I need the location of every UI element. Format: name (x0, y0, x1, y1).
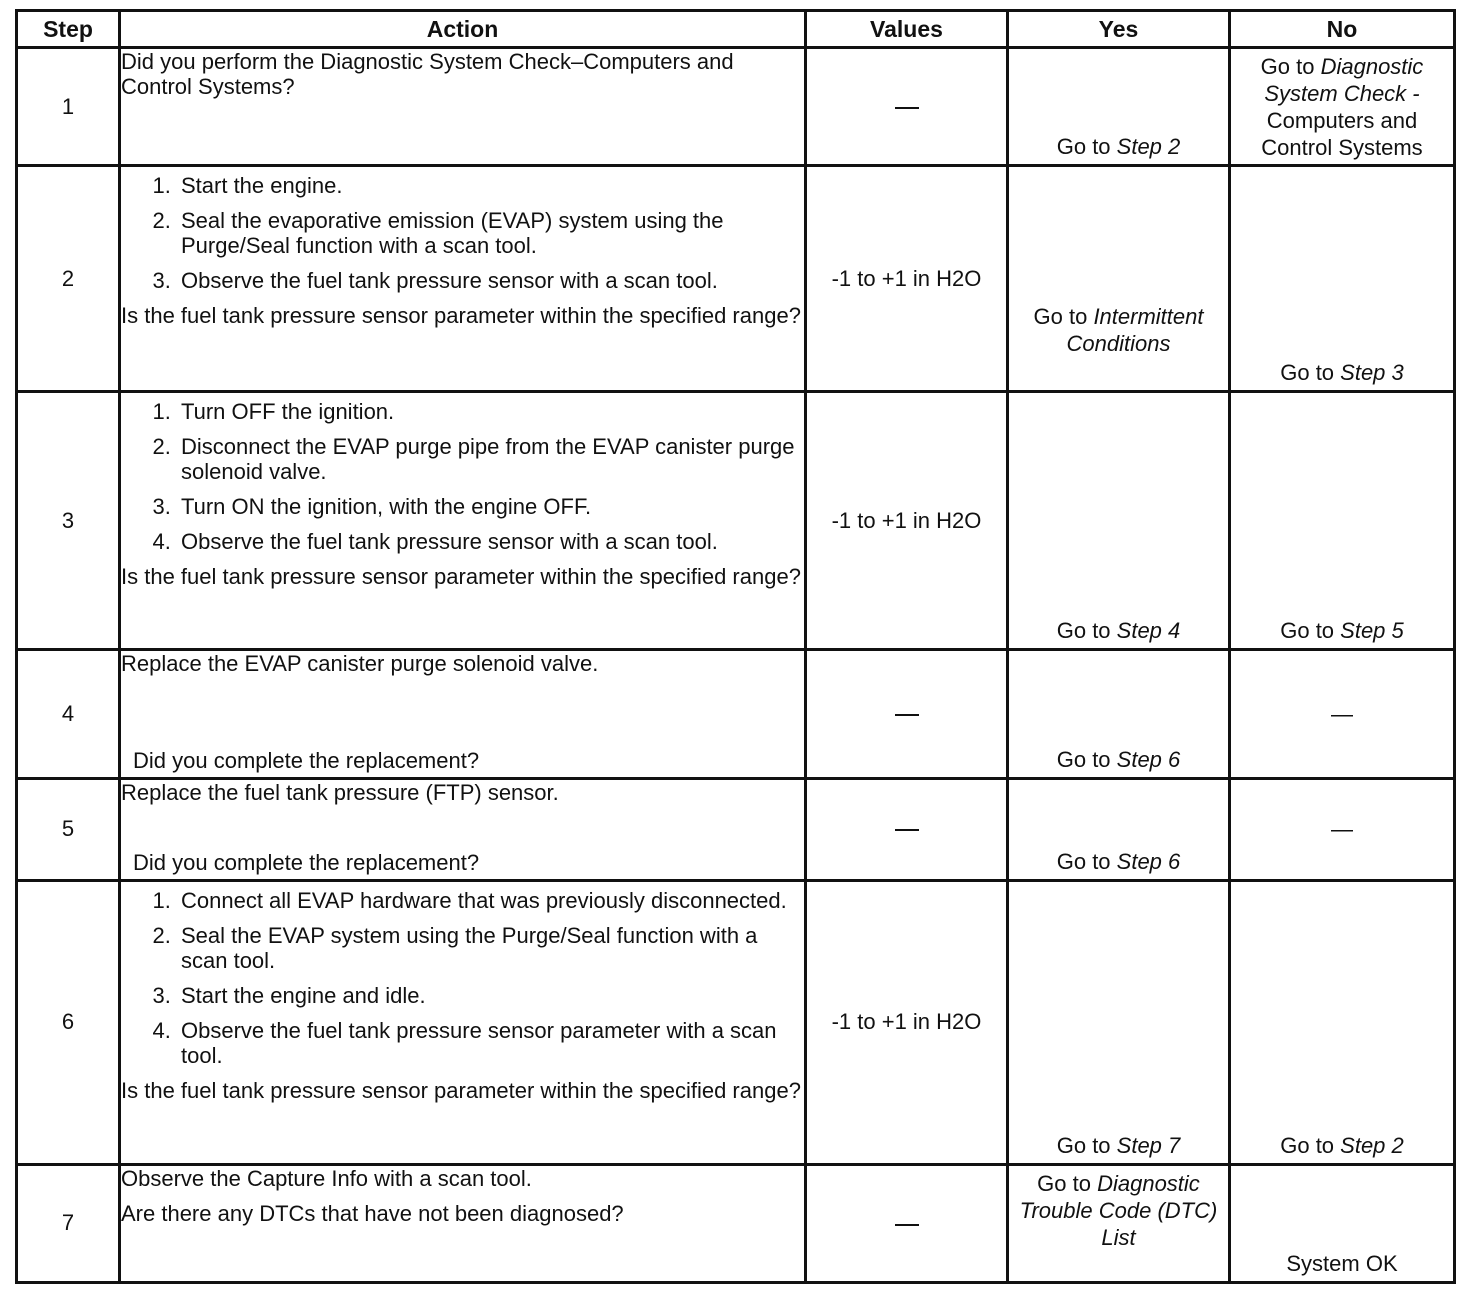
action-step: 4. Observe the fuel tank pressure sensor with a scan tool. (177, 529, 804, 554)
dash-icon (895, 829, 919, 831)
step-number: 2 (17, 166, 120, 392)
yes-cell: Go to Diagnostic Trouble Code (DTC) List (1008, 1164, 1230, 1282)
action-step: 2. Seal the EVAP system using the Purge/Seal function with a scan tool. (177, 923, 804, 973)
action-steps (121, 888, 804, 1068)
yes-link[interactable]: Step 4 (1116, 618, 1181, 644)
yes-cell: Go to Step 6 (1008, 778, 1230, 880)
action-cell (120, 1164, 806, 1282)
table-row (17, 778, 1455, 880)
table-row (17, 48, 1455, 166)
action-cell (120, 880, 806, 1164)
no-cell (1230, 650, 1455, 778)
action-instruction: Replace the EVAP canister purge solenoid valve. (121, 651, 599, 677)
action-steps (121, 399, 804, 554)
yes-link[interactable]: Diagnostic Trouble Code (DTC) List (1019, 1170, 1218, 1250)
header-row (17, 11, 1455, 48)
table-row (17, 392, 1455, 650)
no-cell (1230, 778, 1455, 880)
action-step: 3. Observe the fuel tank pressure sensor with a scan tool. (177, 268, 804, 293)
action-question: Did you complete the replacement? (133, 849, 480, 875)
values-cell: -1 to +1 in H2O (806, 392, 1008, 650)
action-instruction: Observe the Capture Info with a scan tool. (121, 1165, 532, 1191)
action-question: Are there any DTCs that have not been diagnosed? (121, 1200, 624, 1226)
values-cell (806, 650, 1008, 778)
header-yes: Yes (1008, 11, 1230, 48)
no-link[interactable]: Step 2 (1340, 1132, 1404, 1158)
yes-link[interactable]: Intermittent Conditions (1066, 304, 1204, 357)
action-step: 3. Start the engine and idle. (177, 983, 804, 1008)
no-cell: Go to Step 3 (1230, 166, 1455, 392)
values-cell (806, 778, 1008, 880)
action-cell (120, 650, 806, 778)
action-question: Is the fuel tank pressure sensor parameter within the specified range? (121, 1077, 801, 1103)
table-row (17, 880, 1455, 1164)
yes-link[interactable]: Step 6 (1116, 746, 1181, 772)
action-cell (120, 48, 806, 166)
step-number: 3 (17, 392, 120, 650)
step-number: 5 (17, 778, 120, 880)
action-step: 1. Connect all EVAP hardware that was previously disconnected. (177, 888, 804, 913)
dash-icon (895, 1224, 919, 1226)
dash-icon (895, 107, 919, 109)
step-number: 6 (17, 880, 120, 1164)
yes-link[interactable]: Step 6 (1116, 848, 1181, 874)
table-row (17, 1164, 1455, 1282)
action-question: Is the fuel tank pressure sensor parameter within the specified range? (121, 303, 801, 329)
no-value: — (1331, 816, 1353, 842)
no-link[interactable]: Diagnostic System Check - (1264, 54, 1424, 107)
yes-link[interactable]: Step 2 (1116, 134, 1181, 160)
no-value: — (1331, 701, 1353, 727)
values-cell (806, 48, 1008, 166)
action-step: 1. Turn OFF the ignition. (177, 399, 804, 424)
values-cell: -1 to +1 in H2O (806, 166, 1008, 392)
yes-cell: Go to Step 6 (1008, 650, 1230, 778)
table-row (17, 650, 1455, 778)
action-step: 4. Observe the fuel tank pressure sensor parameter with a scan tool. (177, 1018, 804, 1068)
values-cell (806, 1164, 1008, 1282)
header-values: Values (806, 11, 1008, 48)
yes-link[interactable]: Step 7 (1116, 1132, 1181, 1158)
header-no: No (1230, 11, 1455, 48)
action-instruction: Replace the fuel tank pressure (FTP) sensor. (121, 779, 559, 805)
no-cell: Go to Diagnostic System Check - Computers and Control Systems (1230, 48, 1455, 166)
action-step: 2. Disconnect the EVAP purge pipe from the EVAP canister purge solenoid valve. (177, 434, 804, 484)
no-cell (1230, 1164, 1455, 1282)
diagnostic-table (15, 9, 1456, 1284)
action-question: Is the fuel tank pressure sensor parameter within the specified range? (121, 564, 801, 590)
no-cell: Go to Step 2 (1230, 880, 1455, 1164)
values-cell: -1 to +1 in H2O (806, 880, 1008, 1164)
header-step: Step (17, 11, 120, 48)
no-cell: Go to Step 5 (1230, 392, 1455, 650)
header-action: Action (120, 11, 806, 48)
action-cell (120, 392, 806, 650)
step-number: 7 (17, 1164, 120, 1282)
no-link[interactable]: Step 5 (1340, 618, 1404, 644)
yes-cell: Go to Step 4 (1008, 392, 1230, 650)
step-number: 1 (17, 48, 120, 166)
action-steps (121, 173, 804, 293)
action-question: Did you perform the Diagnostic System Check–Computers and Control Systems? (121, 49, 734, 100)
step-number: 4 (17, 650, 120, 778)
action-step: 2. Seal the evaporative emission (EVAP) system using the Purge/Seal function with a scan tool. (177, 208, 804, 258)
dash-icon (895, 714, 919, 716)
no-link[interactable]: Step 3 (1340, 360, 1404, 386)
yes-cell: Go to Step 2 (1008, 48, 1230, 166)
no-value: System OK (1286, 1251, 1398, 1276)
action-step: 3. Turn ON the ignition, with the engine OFF. (177, 494, 804, 519)
action-step: 1. Start the engine. (177, 173, 804, 198)
action-question: Did you complete the replacement? (133, 747, 480, 773)
yes-cell: Go to Step 7 (1008, 880, 1230, 1164)
yes-cell: Go to Intermittent Conditions (1008, 166, 1230, 392)
action-cell (120, 778, 806, 880)
table-row (17, 166, 1455, 392)
action-cell (120, 166, 806, 392)
